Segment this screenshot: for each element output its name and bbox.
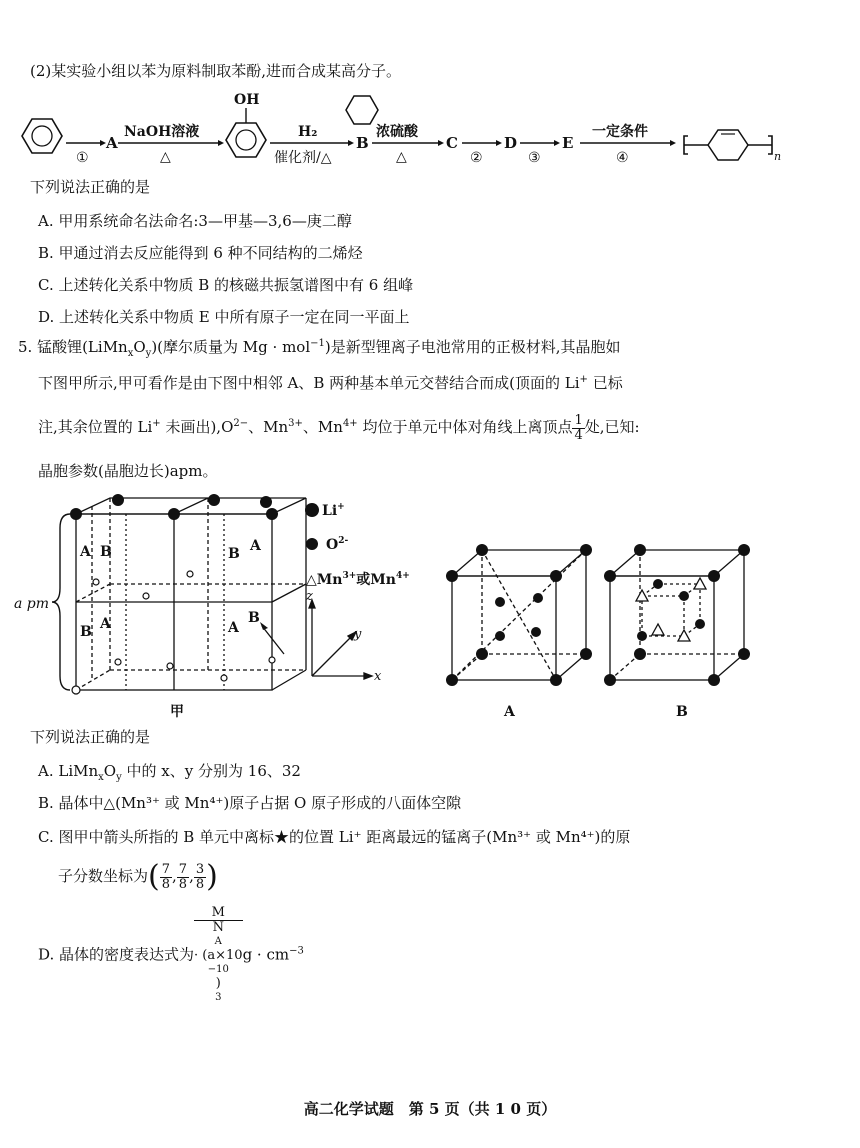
polymer-structure [684,130,772,160]
unit-b-atoms [604,544,750,686]
pointer-arrow [262,626,284,654]
q5-option-c-line2: 子分数坐标为( $\frac{7}{8}$ , $\frac{7}{8}$ , $\frac{3}{8}$ ) [58,859,218,894]
q5-line-1: 5. 锰酸锂$(LiMn_xO_y)$(摩尔质量为 Mg · mol$^{-1}$)是新型锂离子电池常用的正极材料,其晶胞如 [18,338,621,359]
jia-label-a2: A [250,538,261,554]
condition-label: 一定条件 [592,124,648,140]
naoh-label: NaOH溶液 [124,124,200,140]
q5-line-3: 注,其余位置的 Li+ 未画出)$,O^{2-}$、$Mn^{3+}$、$Mn^{4+}$ 均位于单元中体对角线上离顶点 $\frac{1}{4}$ 处,已知: [38,412,640,443]
label-unit-b: B [676,704,688,720]
label-jia: 甲 [170,704,184,720]
step4-label: ④ [616,150,629,166]
legend [305,502,410,588]
compound-d-label: D [504,134,518,152]
coord-z: $\frac{3}{8}$ [195,861,205,892]
label-unit-a: A [504,704,515,720]
compound-e-label: E [562,134,574,152]
unit-a [452,550,586,680]
step2-label: ② [470,150,483,166]
q5-line-2: 下图甲所示,甲可看作是由下图中相邻 A、B 两种基本单元交替结合而成(顶面的 Li+ 已标 [38,374,623,392]
axis-y: y [354,627,362,642]
h2so4-label: 浓硫酸 [376,124,418,140]
jia-label-b3: B [80,624,92,640]
jia-label-a4: A [228,620,239,636]
q4-option-c: C. 上述转化关系中物质 B 的核磁共振氢谱图中有 6 组峰 [38,276,414,294]
q4-intro: (2)某实验小组以苯为原料制取苯酚,进而合成某高分子。 [30,62,402,80]
legend-li: Li+ [322,502,345,519]
oh-label: OH [234,92,260,108]
q5-option-b: B. 晶体中△(Mn³⁺ 或 Mn⁴⁺)原子占据 O 原子形成的八面体空隙 [38,794,462,812]
compound-c-label: C [446,134,458,152]
coord-y: $\frac{7}{8}$ [178,861,188,892]
jia-label-b2: B [228,546,240,562]
crystal-figure [14,488,760,724]
compound-b-label: B [356,134,369,152]
q5-option-d: D. 晶体的密度表达式为 M N A · (a×10 −10 ) 3 $g \cdot cm^{-3}$ [38,905,304,1003]
q5-line-4: 晶胞参数(晶胞边长)apm。 [38,462,218,480]
q4-option-a: A. 甲用系统命名法命名:3—甲基—3,6—庚二醇 [38,212,352,230]
legend-mn: $\triangle Mn^{3+}$或$Mn^{4+}$ [306,571,410,588]
jia-label-b4: B [248,610,260,626]
q4-option-d: D. 上述转化关系中物质 E 中所有原子一定在同一平面上 [38,308,410,326]
q5-question: 下列说法正确的是 [30,728,151,746]
reaction-scheme [8,88,808,180]
q5-option-c-line1: C. 图甲中箭头所指的 B 单元中离标★的位置 Li⁺ 距离最远的锰离子(Mn³⁺ 或 Mn⁴⁺)的原 [38,828,631,846]
q4-option-b: B. 甲通过消去反应能得到 6 种不同结构的二烯烃 [38,244,363,262]
unit-b-mn [636,578,706,641]
unit-b [610,550,744,680]
a-pm-label: a pm [14,596,50,612]
a-pm-brace [52,514,70,690]
coord-x: $\frac{7}{8}$ [161,861,171,892]
h2-label: H₂ [298,124,318,140]
axes [309,600,372,679]
jia-label-a3: A [100,616,111,632]
jia-label-b1: B [100,544,112,560]
jia-label-a1: A [80,544,91,560]
page-footer: 高二化学试题 第 5 页（共 1 0 页） [303,1100,557,1118]
phenol-structure [226,108,266,157]
axis-x: x [374,669,382,684]
cyclohexane-structure [346,96,378,124]
q4-question: 下列说法正确的是 [30,178,151,196]
compound-a-label: A [106,134,118,152]
axis-z: z [306,589,313,604]
benzene-structure [22,119,62,153]
catalyst-label: 催化剂/△ [274,150,332,166]
polymer-n-label: n [774,150,782,163]
density-fraction: M N A · (a×10 −10 ) 3 [194,905,243,1003]
step1-label: ① [76,150,89,166]
heat-label: △ [160,149,171,165]
fraction-quarter: $\frac{1}{4}$ [574,412,583,443]
legend-o: $O^{2-}$ [326,536,349,553]
q5-option-a: A. $LiMn_xO_y$ 中的 x、y 分别为 16、32 [38,762,301,783]
step3-label: ③ [528,150,541,166]
heat-label-2: △ [396,149,407,165]
